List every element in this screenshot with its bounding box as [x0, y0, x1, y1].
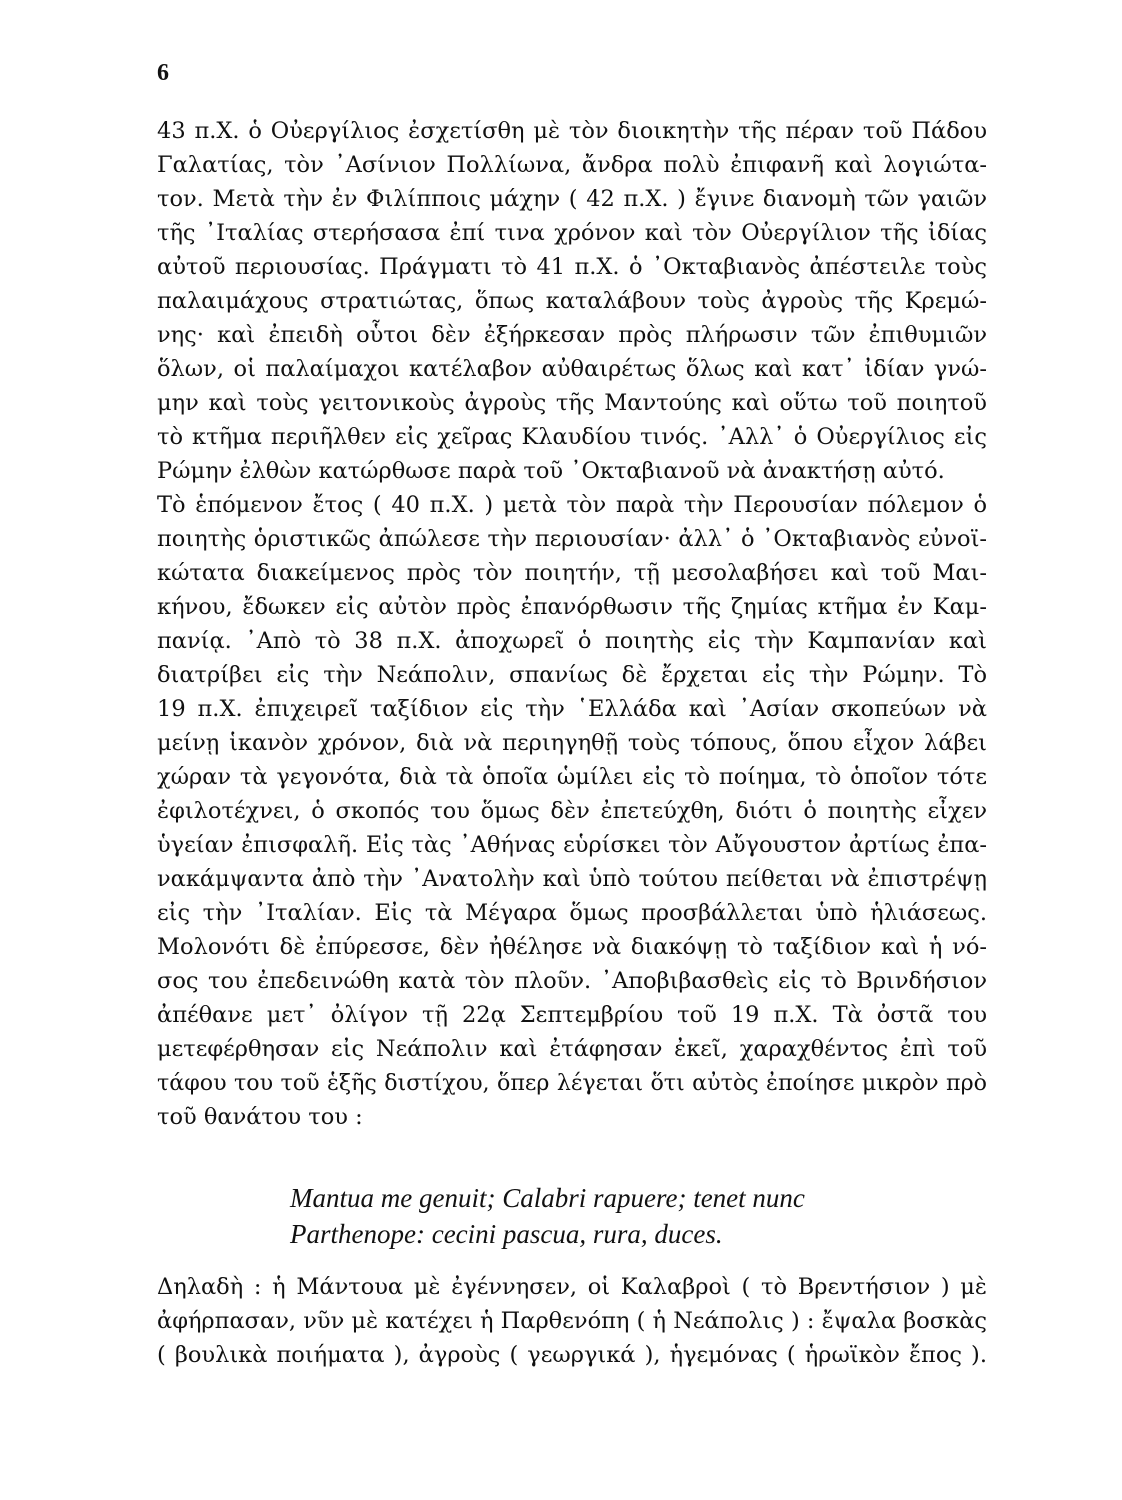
page-number: 6: [157, 60, 169, 86]
paragraph-line: μετεφέρθησαν εἰς Νεάπολιν καὶ ἐτάφησαν ἐκεῖ, χαραχθέντος ἐπὶ τοῦ: [157, 1036, 987, 1062]
paragraph-line: χώραν τὰ γεγονότα, διὰ τὰ ὁποῖα ὡμίλει εἰς τὸ ποίημα, τὸ ὁποῖον τότε: [157, 764, 987, 790]
paragraph-line: ἐφιλοτέχνει, ὁ σκοπός του ὅμως δὲν ἐπετεύχθη, διότι ὁ ποιητὴς εἶχεν: [157, 798, 987, 824]
translation-paragraph: [157, 1270, 987, 1372]
verse-line: Mantua me genuit; Calabri rapuere; tenet nunc: [290, 1183, 805, 1213]
paragraph-line: διατρίβει εἰς τὴν Νεάπολιν, σπανίως δὲ ἔρχεται εἰς τὴν Ρώμην. Τὸ: [157, 662, 987, 688]
paragraph-line: Μολονότι δὲ ἐπύρεσσε, δὲν ἠθέλησε νὰ διακόψῃ τὸ ταξίδιον καὶ ἡ νό-: [157, 934, 987, 960]
paragraph-line: νης· καὶ ἐπειδὴ οὗτοι δὲν ἐξήρκεσαν πρὸς πλήρωσιν τῶν ἐπιθυμιῶν: [157, 322, 987, 348]
paragraph-line: τὸ κτῆμα περιῆλθεν εἰς χεῖρας Κλαυδίου τινός. ᾿Αλλ᾿ ὁ Οὐεργίλιος εἰς: [157, 424, 987, 450]
paragraph-line: ὑγείαν ἐπισφαλῆ. Εἰς τὰς ᾿Αθήνας εὑρίσκει τὸν Αὔγουστον ἀρτίως ἐπα-: [157, 832, 987, 858]
translation-line: ( βουλικὰ ποιήματα ), ἀγροὺς ( γεωργικά ), ἡγεμόνας ( ἡρωϊκὸν ἔπος ).: [157, 1342, 987, 1368]
paragraph-line: ἀπέθανε μετ᾿ ὀλίγον τῇ 22ᾳ Σεπτεμβρίου τοῦ 19 π.Χ. Τὰ ὀστᾶ του: [157, 1002, 987, 1028]
paragraph-line: κώτατα διακείμενος πρὸς τὸν ποιητήν, τῇ μεσολαβήσει καὶ τοῦ Μαι-: [157, 560, 987, 586]
translation-line: Δηλαδὴ : ἡ Μάντουα μὲ ἐγέννησεν, οἱ Καλαβροὶ ( τὸ Βρεντήσιον ) μὲ: [157, 1274, 987, 1300]
paragraph-line: 43 π.Χ. ὁ Οὐεργίλιος ἐσχετίσθη μὲ τὸν διοικητὴν τῆς πέραν τοῦ Πάδου: [157, 118, 987, 144]
paragraph-line: Γαλατίας, τὸν ᾿Ασίνιον Πολλίωνα, ἄνδρα πολὺ ἐπιφανῆ καὶ λογιώτα-: [157, 152, 987, 178]
paragraph-line: ποιητὴς ὁριστικῶς ἀπώλεσε τὴν περιουσίαν· ἀλλ᾿ ὁ ᾿Οκταβιανὸς εὐνοϊ-: [157, 526, 987, 552]
paragraph-line: σος του ἐπεδεινώθη κατὰ τὸν πλοῦν. ᾿Αποβιβασθεὶς εἰς τὸ Βρινδήσιον: [157, 968, 987, 994]
paragraph-line: εἰς τὴν ᾿Ιταλίαν. Εἰς τὰ Μέγαρα ὅμως προσβάλλεται ὑπὸ ἡλιάσεως.: [157, 900, 987, 926]
paragraph-line: μην καὶ τοὺς γειτονικοὺς ἀγροὺς τῆς Μαντούης καὶ οὕτω τοῦ ποιητοῦ: [157, 390, 987, 416]
paragraph-line: τῆς ᾿Ιταλίας στερήσασα ἐπί τινα χρόνον καὶ τὸν Οὐεργίλιον τῆς ἰδίας: [157, 220, 987, 246]
paragraph-line: τοῦ θανάτου του :: [157, 1104, 363, 1130]
paragraph-line: τάφου του τοῦ ἑξῆς διστίχου, ὅπερ λέγεται ὅτι αὐτὸς ἐποίησε μικρὸν πρὸ: [157, 1070, 987, 1096]
paragraph-line: αὐτοῦ περιουσίας. Πράγματι τὸ 41 π.Χ. ὁ ᾿Οκταβιανὸς ἀπέστειλε τοὺς: [157, 254, 987, 280]
paragraph-line: παλαιμάχους στρατιώτας, ὅπως καταλάβουν τοὺς ἀγροὺς τῆς Κρεμώ-: [157, 288, 987, 314]
main-paragraph: [157, 114, 987, 1134]
paragraph-line: ὅλων, οἱ παλαίμαχοι κατέλαβον αὐθαιρέτως ὅλως καὶ κατ᾿ ἰδίαν γνώ-: [157, 356, 987, 382]
paragraph-line: νακάμψαντα ἀπὸ τὴν ᾿Ανατολὴν καὶ ὑπὸ τούτου πείθεται νὰ ἐπιστρέψῃ: [157, 866, 987, 892]
paragraph-line: Τὸ ἑπόμενον ἔτος ( 40 π.Χ. ) μετὰ τὸν παρὰ τὴν Περουσίαν πόλεμον ὁ: [157, 492, 987, 518]
latin-epitaph-verse: [290, 1180, 970, 1252]
paragraph-line: κήνου, ἔδωκεν εἰς αὐτὸν πρὸς ἐπανόρθωσιν τῆς ζημίας κτῆμα ἐν Καμ-: [157, 594, 987, 620]
paragraph-line: 19 π.Χ. ἐπιχειρεῖ ταξίδιον εἰς τὴν ῾Ελλάδα καὶ ᾿Ασίαν σκοπεύων νὰ: [157, 696, 987, 722]
paragraph-line: πανίᾳ. ᾿Απὸ τὸ 38 π.Χ. ἀποχωρεῖ ὁ ποιητὴς εἰς τὴν Καμπανίαν καὶ: [157, 628, 987, 654]
verse-line: Parthenope: cecini pascua, rura, duces.: [290, 1219, 723, 1249]
translation-line: ἀφήρπασαν, νῦν μὲ κατέχει ἡ Παρθενόπη ( ἡ Νεάπολις ) : ἔψαλα βοσκὰς: [157, 1308, 987, 1334]
paragraph-line: τον. Μετὰ τὴν ἐν Φιλίπποις μάχην ( 42 π.Χ. ) ἔγινε διανομὴ τῶν γαιῶν: [157, 186, 987, 212]
paragraph-line: Ρώμην ἐλθὼν κατώρθωσε παρὰ τοῦ ᾿Οκταβιανοῦ νὰ ἀνακτήσῃ αὐτό.: [157, 458, 945, 484]
paragraph-line: μείνῃ ἱκανὸν χρόνον, διὰ νὰ περιηγηθῇ τοὺς τόπους, ὅπου εἶχον λάβει: [157, 730, 987, 756]
